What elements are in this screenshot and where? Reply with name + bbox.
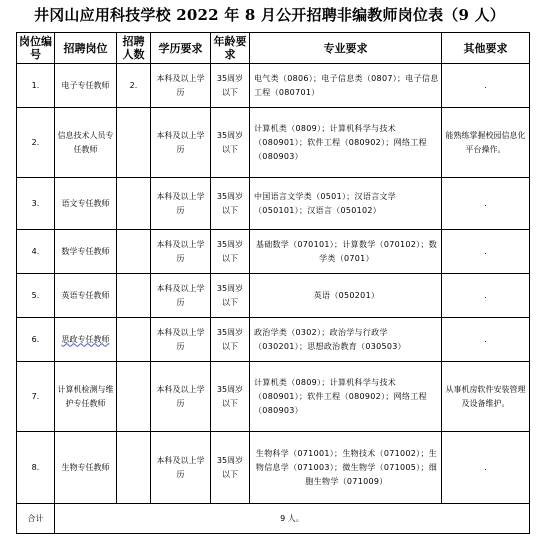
total-row: [17, 504, 530, 534]
row-other: .: [442, 178, 530, 230]
row-major: 计算机类（0809）；计算机科学与技术（080901）；软件工程（080902）；网络工程（080903）: [250, 108, 442, 178]
row-no: 7.: [17, 362, 55, 432]
table-row: [17, 108, 530, 178]
row-major: 政治学类（0302）；政治学与行政学（030201）；思想政治教育（030503）: [250, 318, 442, 362]
row-count: [117, 108, 151, 178]
row-major: 基础数学（070101）；计算数学（070102）；数学类（0701）: [250, 230, 442, 274]
row-count: 2.: [117, 64, 151, 108]
row-count: [117, 432, 151, 504]
table-row: [17, 432, 530, 504]
row-edu: 本科及以上学历: [151, 230, 211, 274]
row-edu: 本科及以上学历: [151, 178, 211, 230]
positions-table: [16, 32, 530, 534]
header-post: 招聘岗位: [55, 33, 117, 64]
row-count: [117, 178, 151, 230]
table-row: [17, 274, 530, 318]
row-other: .: [442, 64, 530, 108]
table-row: [17, 318, 530, 362]
table-row: [17, 178, 530, 230]
row-other: .: [442, 274, 530, 318]
row-post: 生物专任教师: [55, 432, 117, 504]
row-no: 1.: [17, 64, 55, 108]
row-post: 语文专任教师: [55, 178, 117, 230]
row-post: 数学专任教师: [55, 230, 117, 274]
row-age: 35周岁以下: [211, 432, 250, 504]
row-count: [117, 230, 151, 274]
row-age: 35周岁以下: [211, 230, 250, 274]
row-post: 思政专任教师: [55, 318, 117, 362]
row-no: 2.: [17, 108, 55, 178]
table-row: [17, 362, 530, 432]
row-edu: 本科及以上学历: [151, 318, 211, 362]
row-other: 能熟练掌握校园信息化平台操作。: [442, 108, 530, 178]
header-edu: 学历要求: [151, 33, 211, 64]
row-no: 3.: [17, 178, 55, 230]
row-major: 电气类（0806）；电子信息类（0807）；电子信息工程（080701）: [250, 64, 442, 108]
row-other: .: [442, 230, 530, 274]
total-value: 9 人。: [55, 504, 530, 534]
row-no: 5.: [17, 274, 55, 318]
row-age: 35周岁以下: [211, 274, 250, 318]
row-count: [117, 274, 151, 318]
row-post: 英语专任教师: [55, 274, 117, 318]
row-age: 35周岁以下: [211, 318, 250, 362]
row-post: 计算机检测与维护专任教师: [55, 362, 117, 432]
total-label: 合计: [17, 504, 55, 534]
header-age: 年龄要求: [211, 33, 250, 64]
header-count: 招聘人数: [117, 33, 151, 64]
row-count: [117, 362, 151, 432]
row-major: 英语（050201）: [250, 274, 442, 318]
row-edu: 本科及以上学历: [151, 432, 211, 504]
row-post: 信息技术人员专任教师: [55, 108, 117, 178]
header-other: 其他要求: [442, 33, 530, 64]
row-post: 电子专任教师: [55, 64, 117, 108]
row-age: 35周岁以下: [211, 362, 250, 432]
header-no: 岗位编号: [17, 33, 55, 64]
row-major: 计算机类（0809）；计算机科学与技术（080901）；软件工程（080902）；网络工程（080903）: [250, 362, 442, 432]
row-edu: 本科及以上学历: [151, 362, 211, 432]
header-major: 专业要求: [250, 33, 442, 64]
row-other: .: [442, 432, 530, 504]
row-count: [117, 318, 151, 362]
row-edu: 本科及以上学历: [151, 64, 211, 108]
row-no: 6.: [17, 318, 55, 362]
row-age: 35周岁以下: [211, 178, 250, 230]
header-row: [17, 33, 530, 64]
row-edu: 本科及以上学历: [151, 108, 211, 178]
row-age: 35周岁以下: [211, 64, 250, 108]
row-no: 4.: [17, 230, 55, 274]
page-title: 井冈山应用科技学校 2022 年 8 月公开招聘非编教师岗位表（9 人）: [34, 6, 505, 24]
row-other: .: [442, 318, 530, 362]
row-other: 从事机房软件安装管理及设备维护。: [442, 362, 530, 432]
row-major: 生物科学（071001）；生物技术（071002）；生物信息学（071003）；微生物学（071005）；细胞生物学（071009）: [250, 432, 442, 504]
table-row: [17, 230, 530, 274]
table-row: [17, 64, 530, 108]
row-no: 8.: [17, 432, 55, 504]
row-edu: 本科及以上学历: [151, 274, 211, 318]
row-age: 35周岁以下: [211, 108, 250, 178]
row-major: 中国语言文学类（0501）；汉语言文学（050101）；汉语言（050102）: [250, 178, 442, 230]
